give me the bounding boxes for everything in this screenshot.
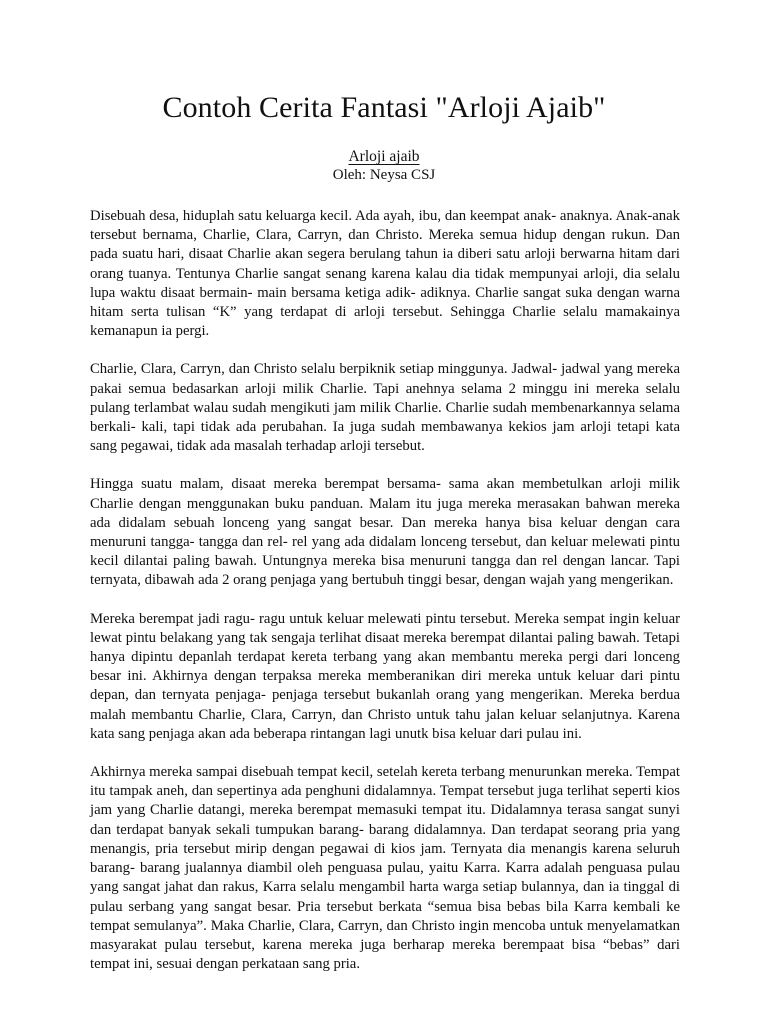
page-title: Contoh Cerita Fantasi "Arloji Ajaib" bbox=[162, 91, 606, 124]
author-line: Oleh: Neysa CSJ bbox=[332, 167, 436, 183]
story-body bbox=[90, 207, 680, 993]
paragraph-5: Akhirnya mereka sampai disebuah tempat kecil, setelah kereta terbang menurunkan mereka. Tempat itu tampak aneh, dan sepertinya ada penghuni didalamnya. Tempat tersebut juga terlihat seperti kios jam yang Charlie datangi, mereka berempat memasuki tempat itu. Didalamnya terasa sangat sunyi dan terdapat banyak sekali tumpukan barang- barang didalamnya. Dan terdapat seorang pria yang menangis, pria tersebut mirip dengan pegawai di kios jam. Ternyata dia menangis karena seluruh barang- barang jualannya diambil oleh penguasa pulau, yaitu Karra. Karra adalah penguasa pulau yang sangat jahat dan rakus, Karra selalu mengambil harta warga setiap bulannya, dan ia tinggal di pulau serbang yang sangat besar. Pria tersebut berkata “semua bisa bebas bila Karra kembali ke tempat semulanya”. Maka Charlie, Clara, Carryn, dan Christo ingin mencoba untuk menyelamatkan masyarakat pulau tersebut, karena mereka juga berharap mereka berempaat bisa “bebas” dari tempat ini, sesuai dengan perkataan sang pria. bbox=[90, 764, 680, 973]
paragraph-2: Charlie, Clara, Carryn, dan Christo selalu berpiknik setiap minggunya. Jadwal- jadwal yang mereka pakai semua bedasarkan arloji milik Charlie. Tapi anehnya selama 2 minggu ini mereka selalu pulang terlambat walau sudah mengikuti jam milik Charlie. Charlie sudah membenarkannya selama berkali- kali, tapi tidak ada perubahan. Ia juga sudah membawanya kekios jam arloji tetapi kata sang pegawai, tidak ada masalah terhadap arloji tersebut. bbox=[90, 361, 680, 455]
story-title bbox=[0, 147, 768, 167]
paragraph-1: Disebuah desa, hiduplah satu keluarga kecil. Ada ayah, ibu, dan keempat anak- anaknya. Anak-anak tersebut bernama, Charlie, Clara, Carryn, dan Christo. Mereka semua hidup dengan rukun. Dan pada suatu hari, disaat Charlie akan segera berulang tahun ia diberi satu arloji berwarna hitam dari orang tuanya. Tentunya Charlie sangat senang karena kalau dia tidak mempunyai arloji, dia selalu lupa waktu disaat bermain- main bersama ketiga adik- adiknya. Charlie sangat suka dengan warna hitam serta tulisan “K” yang terdapat di arloji tersebut. Sehingga Charlie selalu mamakainya kemanapun ia pergi. bbox=[90, 208, 680, 340]
story-title-text: Arloji ajaib bbox=[348, 148, 420, 165]
paragraph-3: Hingga suatu malam, disaat mereka berempat bersama- sama akan membetulkan arloji milik Charlie dengan menggunakan buku panduan. Malam itu juga mereka merasakan bahwan mereka ada didalam sebuah lonceng yang sangat besar. Dan mereka hanya bisa keluar dengan cara menuruni tangga- tangga dan rel- rel yang ada didalam lonceng tersebut, dan keluar melewati pintu kecil dilantai paling bawah. Untungnya mereka bisa menuruni tangga dan rel dengan lancar. Tapi ternyata, dibawah ada 2 orang penjaga yang bertubuh tinggi besar, dengan wajah yang mengerikan. bbox=[90, 476, 680, 589]
paragraph-4: Mereka berempat jadi ragu- ragu untuk keluar melewati pintu tersebut. Mereka sempat ingin keluar lewat pintu belakang yang tak sengaja terlihat disaat mereka berempat dilantai paling bawah. Tetapi hanya dipintu depanlah terdapat kereta terbang yang akan membantu mereka pergi dari lonceng besar ini. Akhirnya dengan terpaksa mereka memberanikan diri mereka untuk keluar dari pintu depan, dan ternyata penjaga- penjaga tersebut bukanlah orang yang mengerikan. Mereka berdua malah membantu Charlie, Clara, Carryn, dan Christo untuk tahu jalan keluar selanjutnya. Karena kata sang penjaga akan ada beberapa rintangan lagi unutk bisa keluar dari pulau ini. bbox=[90, 610, 680, 742]
